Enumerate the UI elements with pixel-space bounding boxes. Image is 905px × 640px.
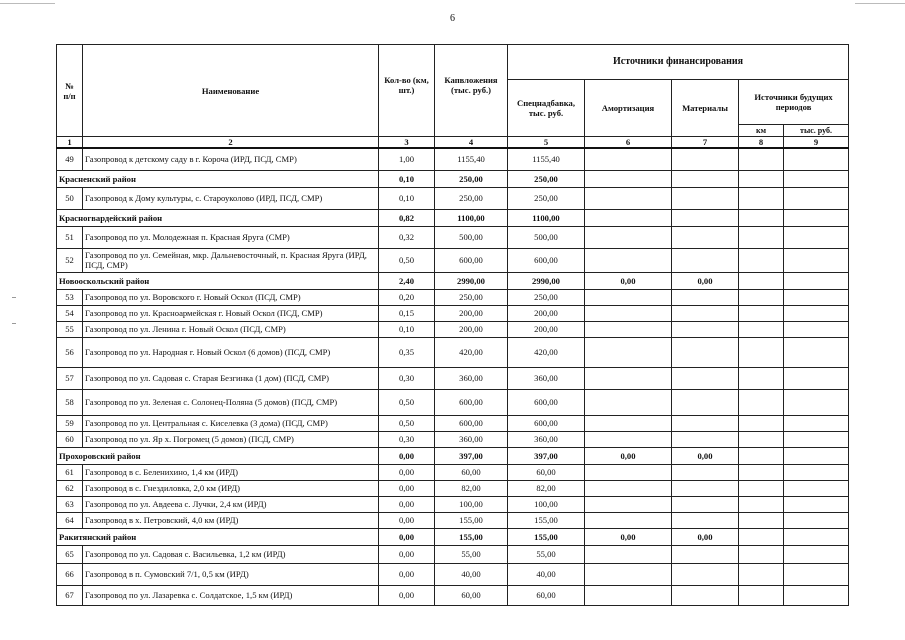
row-amortization — [585, 248, 672, 272]
punch-mark — [12, 297, 16, 298]
region-name: Красногвардейский район — [57, 209, 379, 226]
row-future-thous — [784, 248, 849, 272]
region-row — [57, 170, 849, 187]
row-number: 63 — [57, 496, 83, 512]
row-name: Газопровод по ул. Народная г. Новый Оскол (6 домов) (ПСД, СМР) — [83, 337, 379, 367]
table-row — [57, 496, 849, 512]
row-materials — [672, 367, 739, 389]
region-row — [57, 209, 849, 226]
page-number: 6 — [450, 13, 455, 24]
row-future-thous — [784, 148, 849, 170]
page-edge-line — [0, 3, 55, 4]
row-materials — [672, 563, 739, 585]
row-special-allowance: 250,00 — [508, 187, 585, 209]
row-future-thous — [784, 496, 849, 512]
column-number-cell: 8 — [739, 137, 784, 149]
row-quantity: 1,00 — [379, 148, 435, 170]
row-future-thous — [784, 367, 849, 389]
row-number: 65 — [57, 545, 83, 563]
row-quantity: 0,35 — [379, 337, 435, 367]
punch-mark — [12, 323, 16, 324]
row-amortization — [585, 170, 672, 187]
row-materials — [672, 148, 739, 170]
row-investment: 155,00 — [435, 512, 508, 528]
row-future-km — [739, 289, 784, 305]
row-investment: 60,00 — [435, 585, 508, 605]
row-amortization — [585, 585, 672, 605]
row-investment: 155,00 — [435, 528, 508, 545]
row-amortization — [585, 431, 672, 447]
row-future-thous — [784, 545, 849, 563]
row-investment: 82,00 — [435, 480, 508, 496]
row-quantity: 0,00 — [379, 545, 435, 563]
row-future-km — [739, 148, 784, 170]
header-quantity: Кол-во (км, шт.) — [379, 45, 435, 137]
row-quantity: 0,50 — [379, 248, 435, 272]
row-materials: 0,00 — [672, 447, 739, 464]
row-name: Газопровод по ул. Воровского г. Новый Оскол (ПСД, СМР) — [83, 289, 379, 305]
row-amortization — [585, 148, 672, 170]
row-investment: 500,00 — [435, 226, 508, 248]
row-quantity: 0,10 — [379, 321, 435, 337]
row-future-thous — [784, 528, 849, 545]
row-investment: 250,00 — [435, 187, 508, 209]
table-row — [57, 148, 849, 170]
row-investment: 2990,00 — [435, 272, 508, 289]
row-name: Газопровод к детскому саду в г. Короча (ИРД, ПСД, СМР) — [83, 148, 379, 170]
row-future-km — [739, 545, 784, 563]
row-name: Газопровод к Дому культуры, с. Староуколово (ИРД, ПСД, СМР) — [83, 187, 379, 209]
row-future-km — [739, 321, 784, 337]
row-investment: 55,00 — [435, 545, 508, 563]
row-future-thous — [784, 447, 849, 464]
row-investment: 1100,00 — [435, 209, 508, 226]
row-future-km — [739, 415, 784, 431]
row-investment: 60,00 — [435, 464, 508, 480]
row-quantity: 0,10 — [379, 187, 435, 209]
row-future-thous — [784, 415, 849, 431]
row-name: Газопровод по ул. Красноармейская г. Новый Оскол (ПСД, СМР) — [83, 305, 379, 321]
row-special-allowance: 250,00 — [508, 170, 585, 187]
row-materials — [672, 209, 739, 226]
row-special-allowance: 155,00 — [508, 528, 585, 545]
column-number-cell: 2 — [83, 137, 379, 149]
row-quantity: 0,20 — [379, 289, 435, 305]
row-future-km — [739, 305, 784, 321]
region-name: Прохоровский район — [57, 447, 379, 464]
row-name: Газопровод в с. Беленихино, 1,4 км (ИРД) — [83, 464, 379, 480]
row-future-km — [739, 496, 784, 512]
row-name: Газопровод в п. Сумовский 7/1, 0,5 км (ИРД) — [83, 563, 379, 585]
row-name: Газопровод по ул. Центральная с. Киселевка (3 дома) (ПСД, СМР) — [83, 415, 379, 431]
row-investment: 100,00 — [435, 496, 508, 512]
row-special-allowance: 200,00 — [508, 321, 585, 337]
row-special-allowance: 100,00 — [508, 496, 585, 512]
region-name: Новооскольский район — [57, 272, 379, 289]
region-name: Ракитянский район — [57, 528, 379, 545]
row-special-allowance: 420,00 — [508, 337, 585, 367]
header-special-allowance: Спецнадбавка, тыс. руб. — [508, 80, 585, 137]
row-number: 60 — [57, 431, 83, 447]
row-future-thous — [784, 170, 849, 187]
financing-table — [56, 44, 849, 606]
row-quantity: 2,40 — [379, 272, 435, 289]
row-future-thous — [784, 226, 849, 248]
row-materials — [672, 289, 739, 305]
table-row — [57, 512, 849, 528]
row-future-thous — [784, 512, 849, 528]
row-materials: 0,00 — [672, 272, 739, 289]
row-amortization: 0,00 — [585, 447, 672, 464]
row-future-thous — [784, 209, 849, 226]
row-special-allowance: 2990,00 — [508, 272, 585, 289]
row-number: 52 — [57, 248, 83, 272]
row-number: 51 — [57, 226, 83, 248]
row-future-km — [739, 226, 784, 248]
row-materials — [672, 464, 739, 480]
table-row — [57, 226, 849, 248]
row-future-km — [739, 447, 784, 464]
header-name: Наименование — [83, 45, 379, 137]
row-special-allowance: 600,00 — [508, 415, 585, 431]
row-investment: 600,00 — [435, 389, 508, 415]
row-quantity: 0,10 — [379, 170, 435, 187]
row-number: 62 — [57, 480, 83, 496]
row-materials — [672, 248, 739, 272]
row-special-allowance: 250,00 — [508, 289, 585, 305]
row-name: Газопровод в с. Гнездиловка, 2,0 км (ИРД) — [83, 480, 379, 496]
row-investment: 397,00 — [435, 447, 508, 464]
row-future-thous — [784, 585, 849, 605]
column-number-cell: 3 — [379, 137, 435, 149]
row-future-km — [739, 512, 784, 528]
row-special-allowance: 600,00 — [508, 389, 585, 415]
row-future-km — [739, 389, 784, 415]
row-special-allowance: 155,00 — [508, 512, 585, 528]
row-quantity: 0,00 — [379, 563, 435, 585]
row-future-km — [739, 248, 784, 272]
row-special-allowance: 500,00 — [508, 226, 585, 248]
row-number: 57 — [57, 367, 83, 389]
row-future-km — [739, 528, 784, 545]
row-amortization — [585, 415, 672, 431]
row-special-allowance: 60,00 — [508, 585, 585, 605]
row-amortization — [585, 305, 672, 321]
row-special-allowance: 40,00 — [508, 563, 585, 585]
table-row — [57, 305, 849, 321]
row-special-allowance: 1100,00 — [508, 209, 585, 226]
row-amortization — [585, 496, 672, 512]
row-special-allowance: 600,00 — [508, 248, 585, 272]
row-materials — [672, 415, 739, 431]
table-row — [57, 464, 849, 480]
row-quantity: 0,32 — [379, 226, 435, 248]
column-number-cell: 4 — [435, 137, 508, 149]
row-materials — [672, 389, 739, 415]
row-number: 59 — [57, 415, 83, 431]
row-number: 66 — [57, 563, 83, 585]
table-row — [57, 289, 849, 305]
row-future-thous — [784, 337, 849, 367]
row-future-thous — [784, 464, 849, 480]
column-number-cell: 7 — [672, 137, 739, 149]
table-row — [57, 415, 849, 431]
row-future-km — [739, 272, 784, 289]
row-future-thous — [784, 480, 849, 496]
table-row — [57, 187, 849, 209]
row-number: 49 — [57, 148, 83, 170]
column-number-cell: 5 — [508, 137, 585, 149]
row-name: Газопровод по ул. Лазаревка с. Солдатское, 1,5 км (ИРД) — [83, 585, 379, 605]
row-name: Газопровод по ул. Молодежная п. Красная Яруга (СМР) — [83, 226, 379, 248]
row-amortization: 0,00 — [585, 528, 672, 545]
row-materials — [672, 496, 739, 512]
page-edge-line — [855, 3, 905, 4]
table-row — [57, 389, 849, 415]
row-materials — [672, 512, 739, 528]
row-amortization — [585, 289, 672, 305]
region-row — [57, 447, 849, 464]
row-special-allowance: 1155,40 — [508, 148, 585, 170]
row-name: Газопровод по ул. Садовая с. Старая Безгинка (1 дом) (ПСД, СМР) — [83, 367, 379, 389]
region-row — [57, 528, 849, 545]
row-future-thous — [784, 563, 849, 585]
row-quantity: 0,00 — [379, 480, 435, 496]
row-materials — [672, 170, 739, 187]
row-investment: 360,00 — [435, 431, 508, 447]
column-number-cell: 9 — [784, 137, 849, 149]
row-materials — [672, 480, 739, 496]
row-amortization — [585, 512, 672, 528]
row-special-allowance: 397,00 — [508, 447, 585, 464]
row-materials — [672, 431, 739, 447]
row-quantity: 0,82 — [379, 209, 435, 226]
row-materials — [672, 585, 739, 605]
row-number: 61 — [57, 464, 83, 480]
row-amortization — [585, 367, 672, 389]
table-row — [57, 248, 849, 272]
row-name: Газопровод по ул. Авдеева с. Лучки, 2,4 км (ИРД) — [83, 496, 379, 512]
row-future-km — [739, 209, 784, 226]
row-future-km — [739, 187, 784, 209]
row-name: Газопровод по ул. Садовая с. Васильевка, 1,2 км (ИРД) — [83, 545, 379, 563]
header-amortization: Амортизация — [585, 80, 672, 137]
row-future-thous — [784, 305, 849, 321]
row-quantity: 0,00 — [379, 528, 435, 545]
header-thous-rub: тыс. руб. — [784, 125, 849, 137]
row-quantity: 0,50 — [379, 415, 435, 431]
row-number: 64 — [57, 512, 83, 528]
row-amortization — [585, 226, 672, 248]
row-special-allowance: 200,00 — [508, 305, 585, 321]
header-km: км — [739, 125, 784, 137]
row-name: Газопровод в х. Петровский, 4,0 км (ИРД) — [83, 512, 379, 528]
row-quantity: 0,00 — [379, 447, 435, 464]
header-number: № п/п — [57, 45, 83, 137]
table-row — [57, 321, 849, 337]
row-amortization — [585, 389, 672, 415]
row-materials: 0,00 — [672, 528, 739, 545]
row-future-km — [739, 431, 784, 447]
table-row — [57, 367, 849, 389]
row-name: Газопровод по ул. Семейная, мкр. Дальневосточный, п. Красная Яруга (ИРД, ПСД, СМР) — [83, 248, 379, 272]
row-number: 58 — [57, 389, 83, 415]
table-row — [57, 563, 849, 585]
row-quantity: 0,30 — [379, 431, 435, 447]
row-amortization: 0,00 — [585, 272, 672, 289]
row-investment: 40,00 — [435, 563, 508, 585]
row-quantity: 0,15 — [379, 305, 435, 321]
header-future-sources: Источники будущих периодов — [739, 80, 849, 125]
row-investment: 200,00 — [435, 321, 508, 337]
row-quantity: 0,50 — [379, 389, 435, 415]
row-future-km — [739, 480, 784, 496]
row-special-allowance: 60,00 — [508, 464, 585, 480]
row-name: Газопровод по ул. Яр х. Погромец (5 домов) (ПСД, СМР) — [83, 431, 379, 447]
row-quantity: 0,00 — [379, 585, 435, 605]
row-number: 67 — [57, 585, 83, 605]
row-investment: 360,00 — [435, 367, 508, 389]
row-future-km — [739, 563, 784, 585]
row-special-allowance: 82,00 — [508, 480, 585, 496]
column-number-row — [57, 137, 849, 149]
table-row — [57, 337, 849, 367]
column-number-cell: 6 — [585, 137, 672, 149]
row-number: 56 — [57, 337, 83, 367]
region-row — [57, 272, 849, 289]
row-investment: 600,00 — [435, 248, 508, 272]
row-future-km — [739, 464, 784, 480]
row-amortization — [585, 209, 672, 226]
row-number: 54 — [57, 305, 83, 321]
row-quantity: 0,00 — [379, 464, 435, 480]
header-investment: Капвложения (тыс. руб.) — [435, 45, 508, 137]
region-name: Красненский район — [57, 170, 379, 187]
row-future-thous — [784, 187, 849, 209]
row-special-allowance: 55,00 — [508, 545, 585, 563]
row-quantity: 0,30 — [379, 367, 435, 389]
row-amortization — [585, 545, 672, 563]
row-materials — [672, 226, 739, 248]
row-future-km — [739, 170, 784, 187]
row-amortization — [585, 337, 672, 367]
header-financing-sources: Источники финансирования — [508, 45, 849, 80]
table-row — [57, 545, 849, 563]
table-row — [57, 585, 849, 605]
row-materials — [672, 337, 739, 367]
row-investment: 200,00 — [435, 305, 508, 321]
row-amortization — [585, 187, 672, 209]
row-future-km — [739, 337, 784, 367]
row-future-km — [739, 367, 784, 389]
row-future-thous — [784, 389, 849, 415]
row-amortization — [585, 480, 672, 496]
row-special-allowance: 360,00 — [508, 431, 585, 447]
row-number: 55 — [57, 321, 83, 337]
row-future-thous — [784, 431, 849, 447]
row-materials — [672, 305, 739, 321]
row-quantity: 0,00 — [379, 496, 435, 512]
row-materials — [672, 321, 739, 337]
row-number: 53 — [57, 289, 83, 305]
row-investment: 250,00 — [435, 170, 508, 187]
row-amortization — [585, 464, 672, 480]
row-special-allowance: 360,00 — [508, 367, 585, 389]
table-row — [57, 431, 849, 447]
row-amortization — [585, 563, 672, 585]
header-materials: Материалы — [672, 80, 739, 137]
table-row — [57, 480, 849, 496]
row-number: 50 — [57, 187, 83, 209]
row-future-thous — [784, 272, 849, 289]
row-materials — [672, 545, 739, 563]
column-number-cell: 1 — [57, 137, 83, 149]
row-investment: 600,00 — [435, 415, 508, 431]
row-name: Газопровод по ул. Зеленая с. Солонец-Поляна (5 домов) (ПСД, СМР) — [83, 389, 379, 415]
row-future-thous — [784, 321, 849, 337]
row-investment: 1155,40 — [435, 148, 508, 170]
row-name: Газопровод по ул. Ленина г. Новый Оскол (ПСД, СМР) — [83, 321, 379, 337]
row-investment: 250,00 — [435, 289, 508, 305]
row-quantity: 0,00 — [379, 512, 435, 528]
row-future-thous — [784, 289, 849, 305]
row-future-km — [739, 585, 784, 605]
row-investment: 420,00 — [435, 337, 508, 367]
row-materials — [672, 187, 739, 209]
row-amortization — [585, 321, 672, 337]
